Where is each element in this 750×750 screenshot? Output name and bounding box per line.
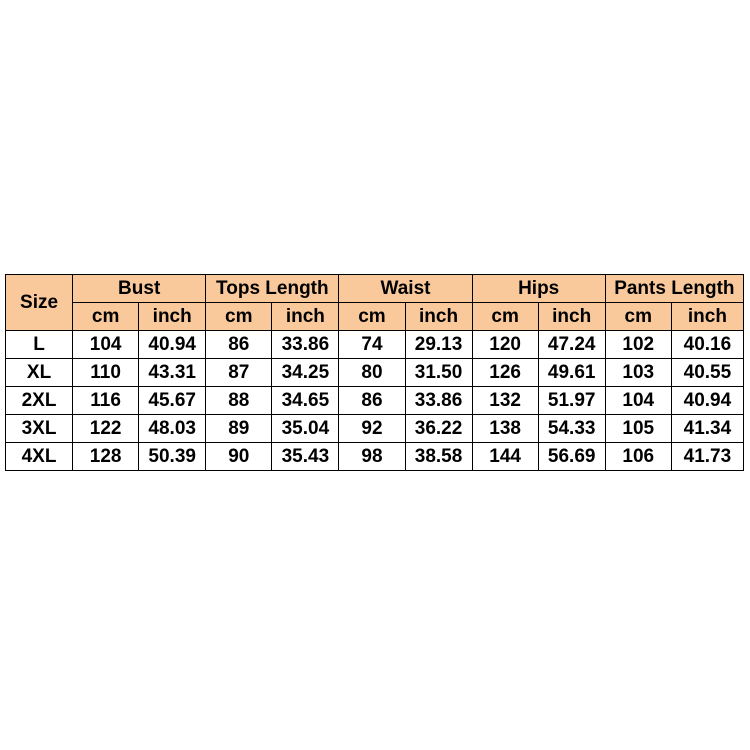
pants-length-header: Pants Length <box>605 275 743 303</box>
value-cell: 51.97 <box>538 387 605 415</box>
size-cell: 4XL <box>6 443 73 471</box>
value-cell: 36.22 <box>405 415 472 443</box>
table-row <box>6 443 744 471</box>
size-cell: L <box>6 331 73 359</box>
value-cell: 128 <box>73 443 139 471</box>
table-row <box>6 331 744 359</box>
value-cell: 56.69 <box>538 443 605 471</box>
table-row <box>6 415 744 443</box>
value-cell: 38.58 <box>405 443 472 471</box>
value-cell: 35.43 <box>272 443 339 471</box>
value-cell: 120 <box>472 331 538 359</box>
unit-header: inch <box>405 303 472 331</box>
tops-length-header: Tops Length <box>206 275 339 303</box>
value-cell: 87 <box>206 359 272 387</box>
value-cell: 86 <box>339 387 405 415</box>
value-cell: 92 <box>339 415 405 443</box>
value-cell: 49.61 <box>538 359 605 387</box>
unit-header: inch <box>671 303 743 331</box>
value-cell: 105 <box>605 415 671 443</box>
value-cell: 41.34 <box>671 415 743 443</box>
bust-header: Bust <box>73 275 206 303</box>
size-chart-table <box>5 274 744 471</box>
table-body <box>6 331 744 471</box>
value-cell: 33.86 <box>272 331 339 359</box>
value-cell: 138 <box>472 415 538 443</box>
unit-header: cm <box>605 303 671 331</box>
value-cell: 48.03 <box>139 415 206 443</box>
size-cell: 3XL <box>6 415 73 443</box>
value-cell: 144 <box>472 443 538 471</box>
value-cell: 41.73 <box>671 443 743 471</box>
value-cell: 80 <box>339 359 405 387</box>
value-cell: 43.31 <box>139 359 206 387</box>
value-cell: 40.94 <box>671 387 743 415</box>
unit-header: cm <box>206 303 272 331</box>
value-cell: 40.94 <box>139 331 206 359</box>
value-cell: 35.04 <box>272 415 339 443</box>
value-cell: 90 <box>206 443 272 471</box>
value-cell: 88 <box>206 387 272 415</box>
value-cell: 33.86 <box>405 387 472 415</box>
unit-header: inch <box>139 303 206 331</box>
size-cell: XL <box>6 359 73 387</box>
table-row <box>6 359 744 387</box>
value-cell: 116 <box>73 387 139 415</box>
value-cell: 110 <box>73 359 139 387</box>
header-row-groups <box>6 275 744 303</box>
value-cell: 45.67 <box>139 387 206 415</box>
value-cell: 104 <box>605 387 671 415</box>
value-cell: 102 <box>605 331 671 359</box>
value-cell: 132 <box>472 387 538 415</box>
unit-header: inch <box>538 303 605 331</box>
value-cell: 74 <box>339 331 405 359</box>
unit-header: inch <box>272 303 339 331</box>
value-cell: 31.50 <box>405 359 472 387</box>
hips-header: Hips <box>472 275 605 303</box>
value-cell: 104 <box>73 331 139 359</box>
value-cell: 122 <box>73 415 139 443</box>
value-cell: 29.13 <box>405 331 472 359</box>
value-cell: 89 <box>206 415 272 443</box>
size-cell: 2XL <box>6 387 73 415</box>
value-cell: 50.39 <box>139 443 206 471</box>
value-cell: 126 <box>472 359 538 387</box>
value-cell: 86 <box>206 331 272 359</box>
value-cell: 54.33 <box>538 415 605 443</box>
value-cell: 106 <box>605 443 671 471</box>
header-row-units <box>6 303 744 331</box>
waist-header: Waist <box>339 275 472 303</box>
value-cell: 40.16 <box>671 331 743 359</box>
table-row <box>6 387 744 415</box>
value-cell: 40.55 <box>671 359 743 387</box>
value-cell: 34.65 <box>272 387 339 415</box>
table-header <box>6 275 744 331</box>
unit-header: cm <box>472 303 538 331</box>
unit-header: cm <box>339 303 405 331</box>
value-cell: 47.24 <box>538 331 605 359</box>
size-header: Size <box>6 275 73 331</box>
unit-header: cm <box>73 303 139 331</box>
value-cell: 103 <box>605 359 671 387</box>
value-cell: 98 <box>339 443 405 471</box>
value-cell: 34.25 <box>272 359 339 387</box>
